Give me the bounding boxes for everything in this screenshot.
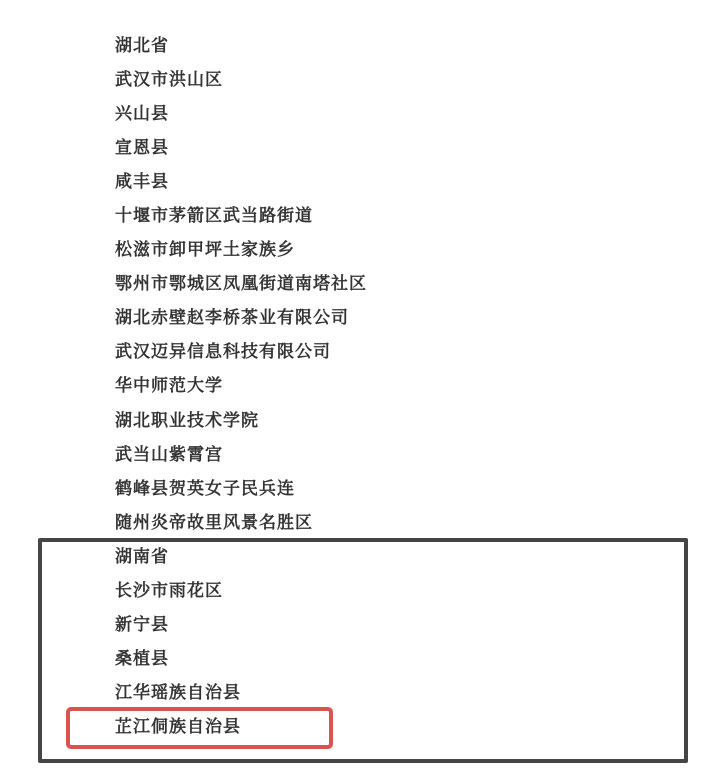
list-item[interactable] [115, 94, 367, 128]
list-item-text: 十堰市茅箭区武当路街道 [115, 206, 313, 226]
list-item-text: 咸丰县 [115, 171, 169, 191]
list-item-text: 江华瑶族自治县 [115, 683, 241, 703]
list-item-text: 宣恩县 [115, 137, 169, 157]
list-item[interactable] [115, 469, 367, 503]
list-item-text: 武汉市洪山区 [115, 69, 223, 89]
list-item[interactable] [115, 674, 367, 708]
list-item[interactable] [115, 128, 367, 162]
list-item[interactable] [115, 572, 367, 606]
list-item-text: 芷江侗族自治县 [115, 717, 241, 737]
list-item[interactable] [115, 60, 367, 94]
list-item[interactable] [115, 196, 367, 230]
list-item[interactable] [115, 265, 367, 299]
list-item[interactable] [115, 708, 367, 742]
list-item[interactable] [115, 537, 367, 571]
list-item-text: 湖南省 [115, 546, 169, 566]
list-item-text: 湖北省 [115, 35, 169, 55]
list-item[interactable] [115, 26, 367, 60]
list-item-text: 华中师范大学 [115, 376, 223, 396]
list-item-text: 桑植县 [115, 649, 169, 669]
list-item[interactable] [115, 435, 367, 469]
list-item-text: 鹤峰县贺英女子民兵连 [115, 478, 295, 498]
list-item-text: 松滋市卸甲坪土家族乡 [115, 240, 295, 260]
list-item-text: 武汉迈异信息科技有限公司 [115, 342, 331, 362]
list-item[interactable] [115, 401, 367, 435]
list-item[interactable] [115, 162, 367, 196]
list-item-text: 武当山紫霄宫 [115, 444, 223, 464]
list-item[interactable] [115, 503, 367, 537]
list-item-text: 随州炎帝故里风景名胜区 [115, 512, 313, 532]
list-item[interactable] [115, 333, 367, 367]
list-item[interactable] [115, 367, 367, 401]
list-item-text: 长沙市雨花区 [115, 581, 223, 601]
place-list [115, 26, 367, 742]
list-item-text: 兴山县 [115, 103, 169, 123]
list-item-text: 湖北职业技术学院 [115, 410, 259, 430]
list-item-text: 新宁县 [115, 615, 169, 635]
list-item[interactable] [115, 231, 367, 265]
list-item-text: 鄂州市鄂城区凤凰街道南塔社区 [115, 274, 367, 294]
list-item[interactable] [115, 606, 367, 640]
list-item[interactable] [115, 299, 367, 333]
list-item-text: 湖北赤壁赵李桥茶业有限公司 [115, 308, 349, 328]
list-item[interactable] [115, 640, 367, 674]
